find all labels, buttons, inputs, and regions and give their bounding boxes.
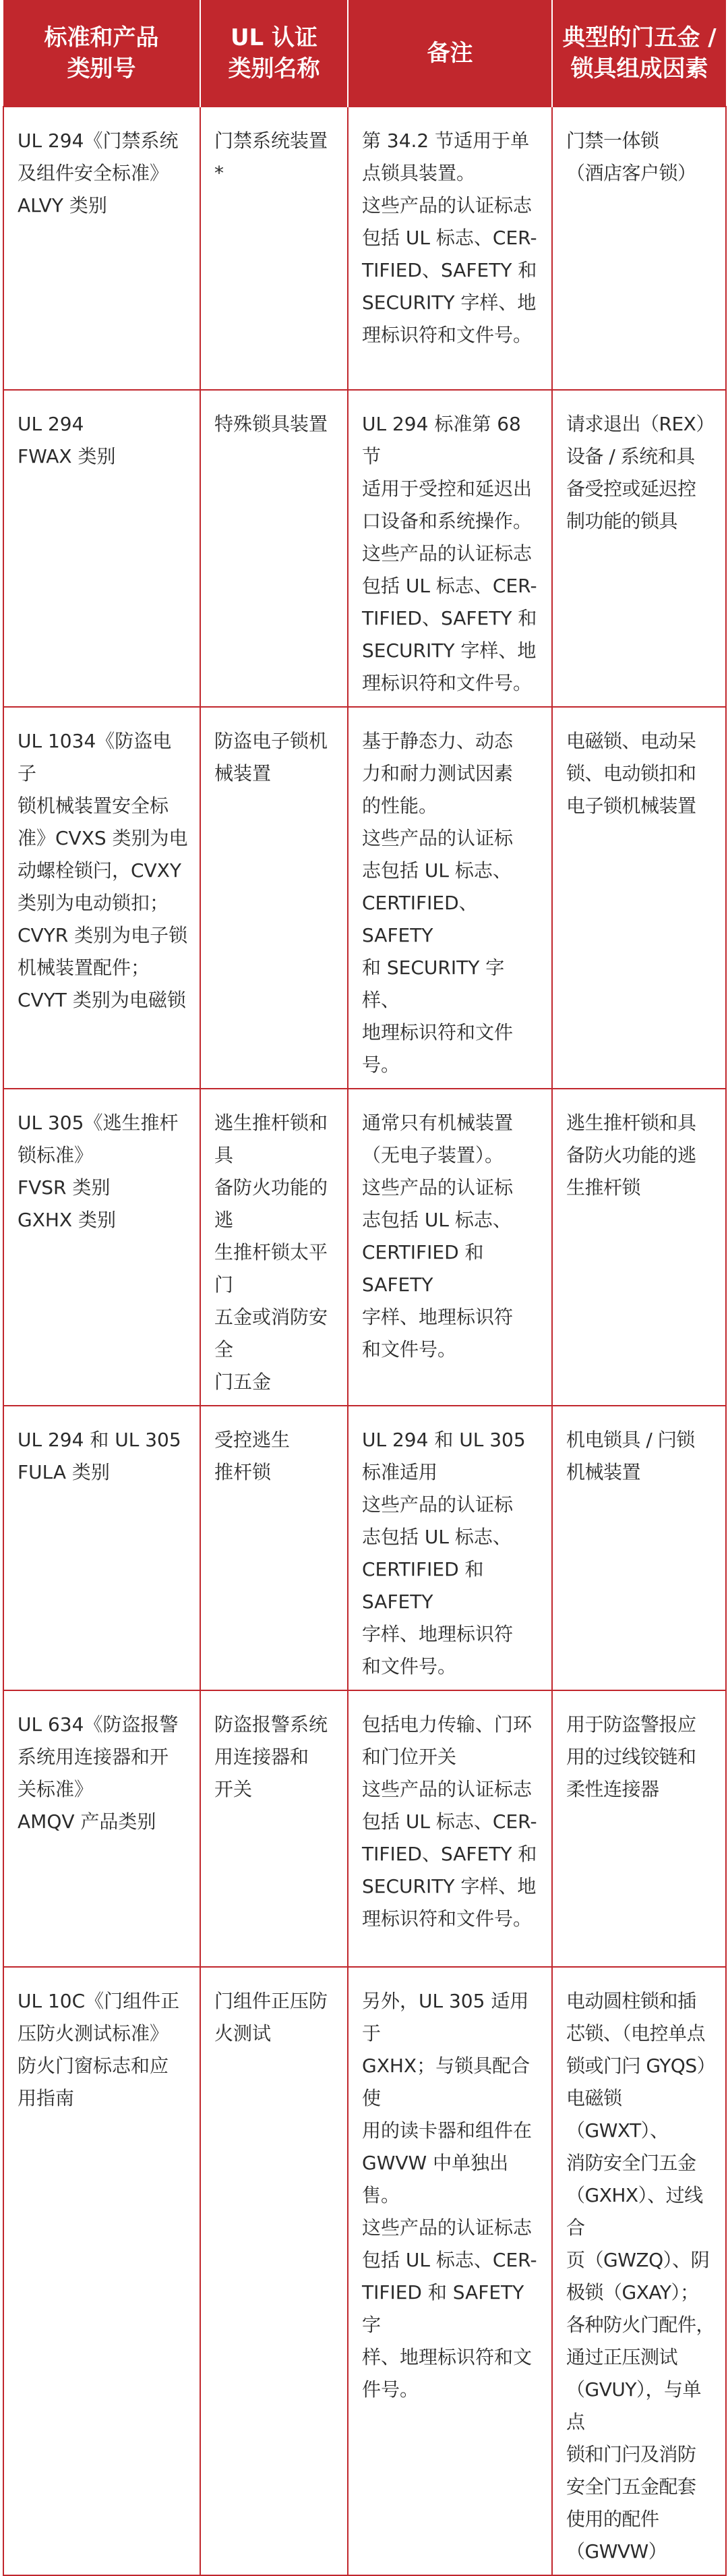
cell-line: TIFIED、SAFETY 和 <box>362 1843 537 1865</box>
cell-line: FULA 类别 <box>18 1461 110 1483</box>
cell-remarks <box>348 107 552 390</box>
cell-line: 关标准》 <box>18 1778 94 1800</box>
cell-line: SECURITY 字样、地 <box>362 1875 537 1897</box>
cell-line: 防火门窗标志和应 <box>18 2055 169 2077</box>
cell-line: 及组件安全标准》 <box>18 162 169 184</box>
cell-category <box>200 390 348 707</box>
cell-line: 件号。 <box>362 2378 419 2401</box>
cell-line: 备防火功能的逃 <box>214 1176 328 1231</box>
table-row <box>3 107 726 390</box>
cell-line: 这些产品的认证标志 <box>362 1778 533 1800</box>
cell-standard <box>3 107 200 390</box>
cell-category <box>200 1089 348 1406</box>
cell-line: 用于防盗警报应 <box>566 1713 696 1736</box>
cell-line: SECURITY 字样、地 <box>362 639 537 662</box>
cell-line: （酒店客户锁） <box>566 162 696 184</box>
cell-line: 用的过线铰链和 <box>566 1746 696 1768</box>
cell-remarks <box>348 390 552 707</box>
cell-line: 的性能。 <box>362 795 438 817</box>
table-row <box>3 390 726 707</box>
cell-category <box>200 1690 348 1967</box>
cell-line: 门禁系统装置 * <box>214 130 328 184</box>
cell-line: 地理标识符和文件号。 <box>362 1021 514 1076</box>
cell-line: 消防安全门五金 <box>566 2152 696 2174</box>
cell-line: 字样、地理标识符 <box>362 1306 514 1328</box>
cell-line: 防盗报警系统 <box>214 1713 328 1736</box>
cell-line: 门禁一体锁 <box>566 130 659 152</box>
cell-standard <box>3 1089 200 1406</box>
cell-line: UL 294 和 UL 305 <box>18 1429 181 1451</box>
cell-line: 力和耐力测试因素 <box>362 762 514 784</box>
cell-line: 锁或门闩 GYQS） <box>566 2055 716 2077</box>
cell-line: 理标识符和文件号。 <box>362 672 533 694</box>
cell-line: 推杆锁 <box>214 1461 272 1483</box>
cell-hardware <box>552 1089 726 1406</box>
cell-line: UL 305《逃生推杆 <box>18 1112 179 1134</box>
cell-category <box>200 707 348 1089</box>
cell-line: 开关 <box>214 1778 253 1800</box>
cell-line: （GWVW） <box>566 2540 667 2563</box>
cell-hardware <box>552 1967 726 2575</box>
cell-line: 受控逃生 <box>214 1429 291 1451</box>
ul-certification-table <box>3 0 727 2576</box>
cell-line: UL 10C《门组件正 <box>18 1990 180 2012</box>
cell-line: 电磁锁（GWXT）、 <box>566 2087 669 2142</box>
cell-line: （无电子装置）。 <box>362 1144 504 1166</box>
cell-line: 请求退出（REX） <box>566 413 715 435</box>
table-row <box>3 1690 726 1967</box>
cell-category <box>200 1967 348 2575</box>
cell-line: 火测试 <box>214 2022 272 2044</box>
cell-line: ALVY 类别 <box>18 194 107 217</box>
cell-line: GXHX 类别 <box>18 1209 117 1231</box>
cell-line: GWVW 中单独出售。 <box>362 2152 509 2206</box>
cell-line: 准》CVXS 类别为电 <box>18 827 188 849</box>
cell-hardware <box>552 1690 726 1967</box>
cell-line: 类别为电动锁扣； <box>18 892 169 914</box>
cell-line: 机械装置配件； <box>18 956 150 979</box>
cell-line: 机电锁具 / 闩锁 <box>566 1429 695 1451</box>
cell-line: 机械装置 <box>566 1461 641 1483</box>
table-body <box>3 107 726 2575</box>
cell-line: 样、地理标识符和文 <box>362 2346 533 2368</box>
cell-line: 和门位开关 <box>362 1746 457 1768</box>
cell-line: AMQV 产品类别 <box>18 1810 156 1833</box>
cell-line: 柔性连接器 <box>566 1778 659 1800</box>
cell-line: 理标识符和文件号。 <box>362 324 533 346</box>
cell-line: 生推杆锁太平门 <box>214 1241 328 1296</box>
cell-remarks <box>348 1406 552 1690</box>
cell-line: 锁、电动锁扣和 <box>566 762 696 784</box>
cell-line: UL 294《门禁系统 <box>18 130 179 152</box>
header-remarks: 备注 <box>348 0 552 107</box>
cell-line: 电动圆柱锁和插 <box>566 1990 696 2012</box>
cell-line: 锁标准》 <box>18 1144 94 1166</box>
table-row <box>3 1967 726 2575</box>
cell-line: 生推杆锁 <box>566 1176 641 1199</box>
cell-line: UL 294 和 UL 305 <box>362 1429 526 1451</box>
cell-line: 口设备和系统操作。 <box>362 510 533 532</box>
cell-line: 锁和门闩及消防 <box>566 2443 696 2465</box>
cell-line: 适用于受控和延迟出 <box>362 478 533 500</box>
cell-line: 字样、地理标识符 <box>362 1623 514 1645</box>
cell-line: 和 SECURITY 字样、 <box>362 956 505 1011</box>
cell-line: 和文件号。 <box>362 1655 457 1678</box>
cell-line: 五金或消防安全 <box>214 1306 328 1361</box>
cell-line: 志包括 UL 标志、 <box>362 859 512 882</box>
cell-line: 制功能的锁具 <box>566 510 678 532</box>
cell-line: TIFIED、SAFETY 和 <box>362 259 537 281</box>
cell-line: 安全门五金配套 <box>566 2475 696 2498</box>
cell-line: CERTIFIED、SAFETY <box>362 892 478 946</box>
cell-line: 各种防火门配件， <box>566 2314 715 2336</box>
cell-line: 志包括 UL 标志、 <box>362 1526 512 1548</box>
cell-line: 理标识符和文件号。 <box>362 1908 533 1930</box>
cell-line: 电子锁机械装置 <box>566 795 696 817</box>
cell-standard <box>3 1690 200 1967</box>
cell-line: 械装置 <box>214 762 272 784</box>
cell-line: UL 294 <box>18 413 84 435</box>
cell-line: 极锁（GXAY）； <box>566 2281 699 2303</box>
cell-line: 门五金 <box>214 1371 272 1393</box>
cell-line: 逃生推杆锁和具 <box>214 1112 328 1166</box>
cell-line: 包括 UL 标志、CER- <box>362 227 537 249</box>
cell-hardware <box>552 390 726 707</box>
cell-line: 用的读卡器和组件在 <box>362 2119 533 2142</box>
cell-line: CVYR 类别为电子锁 <box>18 924 188 946</box>
cell-line: 锁机械装置安全标 <box>18 795 169 817</box>
cell-line: 电磁锁、电动呆 <box>566 730 696 752</box>
cell-line: 包括 UL 标志、CER- <box>362 1810 537 1833</box>
cell-line: 包括 UL 标志、CER- <box>362 575 537 597</box>
cell-line: 用连接器和 <box>214 1746 309 1768</box>
cell-line: 压防火测试标准》 <box>18 2022 169 2044</box>
cell-line: 备受控或延迟控 <box>566 478 696 500</box>
cell-line: 这些产品的认证标志 <box>362 2216 533 2239</box>
cell-standard <box>3 1967 200 2575</box>
cell-line: UL 634《防盗报警 <box>18 1713 179 1736</box>
cell-remarks <box>348 1690 552 1967</box>
cell-remarks <box>348 1089 552 1406</box>
cell-line: 逃生推杆锁和具 <box>566 1112 696 1134</box>
cell-remarks <box>348 707 552 1089</box>
cell-line: TIFIED 和 SAFETY 字 <box>362 2281 524 2336</box>
cell-line: 和文件号。 <box>362 1338 457 1361</box>
cell-line: 门组件正压防 <box>214 1990 328 2012</box>
cell-line: 这些产品的认证标志 <box>362 542 533 565</box>
cell-line: FVSR 类别 <box>18 1176 111 1199</box>
header-category: UL 认证 类别名称 <box>200 0 348 107</box>
cell-line: 基于静态力、动态 <box>362 730 514 752</box>
cell-line: 这些产品的认证标 <box>362 1493 514 1516</box>
cell-line: 设备 / 系统和具 <box>566 445 695 467</box>
cell-standard <box>3 707 200 1089</box>
cell-line: （GXHX）、过线合 <box>566 2184 703 2239</box>
cell-line: CVYT 类别为电磁锁 <box>18 989 186 1011</box>
cell-line: GXHX；与锁具配合使 <box>362 2055 530 2109</box>
table-header <box>3 0 726 107</box>
cell-line: UL 294 标准第 68 节 <box>362 413 521 467</box>
cell-line: 芯锁、（电控单点 <box>566 2022 706 2044</box>
table-row <box>3 1406 726 1690</box>
cell-line: 标准适用 <box>362 1461 438 1483</box>
cell-line: 这些产品的认证标 <box>362 1176 514 1199</box>
cell-line: CERTIFIED 和 SAFETY <box>362 1558 484 1613</box>
cell-line: 通常只有机械装置 <box>362 1112 514 1134</box>
cell-line: 用指南 <box>18 2087 75 2109</box>
cell-line: 志包括 UL 标志、 <box>362 1209 512 1231</box>
cell-line: 点锁具装置。 <box>362 162 476 184</box>
header-standard: 标准和产品 类别号 <box>3 0 200 107</box>
cell-standard <box>3 1406 200 1690</box>
cell-line: 第 34.2 节适用于单 <box>362 130 530 152</box>
cell-line: 包括 UL 标志、CER- <box>362 2249 537 2271</box>
header-row <box>3 0 726 107</box>
cell-line: 动螺栓锁闩，CVXY <box>18 859 181 882</box>
cell-line: 备防火功能的逃 <box>566 1144 696 1166</box>
cell-line: 使用的配件 <box>566 2508 659 2530</box>
cell-line: UL 1034《防盗电子 <box>18 730 172 784</box>
cell-line: 系统用连接器和开 <box>18 1746 169 1768</box>
header-hardware: 典型的门五金 / 锁具组成因素 <box>552 0 726 107</box>
cell-line: TIFIED、SAFETY 和 <box>362 607 537 629</box>
cell-line: 另外，UL 305 适用于 <box>362 1990 529 2044</box>
cell-line: 防盗电子锁机 <box>214 730 328 752</box>
table-row <box>3 707 726 1089</box>
cell-line: （GVUY），与单点 <box>566 2378 701 2433</box>
cell-hardware <box>552 707 726 1089</box>
cell-hardware <box>552 107 726 390</box>
cell-line: 这些产品的认证标志 <box>362 194 533 217</box>
cell-line: 特殊锁具装置 <box>214 413 328 435</box>
cell-line: 这些产品的认证标 <box>362 827 514 849</box>
cell-line: SECURITY 字样、地 <box>362 291 537 314</box>
cell-standard <box>3 390 200 707</box>
cell-remarks <box>348 1967 552 2575</box>
cell-line: FWAX 类别 <box>18 445 116 467</box>
cell-line: CERTIFIED 和 SAFETY <box>362 1241 484 1296</box>
cell-category <box>200 1406 348 1690</box>
cell-line: 页（GWZQ）、阴 <box>566 2249 710 2271</box>
cell-line: 通过正压测试 <box>566 2346 678 2368</box>
table-row <box>3 1089 726 1406</box>
cell-category <box>200 107 348 390</box>
cell-line: 包括电力传输、门环 <box>362 1713 533 1736</box>
cell-hardware <box>552 1406 726 1690</box>
